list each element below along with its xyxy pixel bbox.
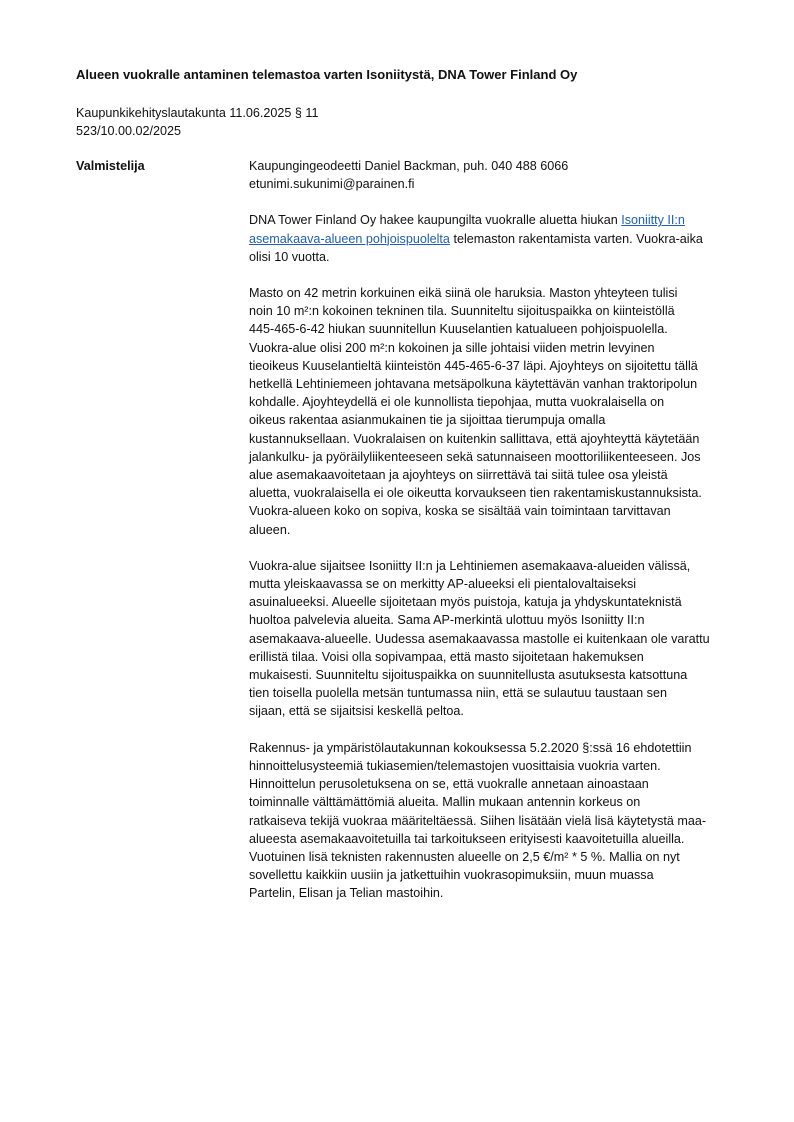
paragraph-line: oikeus rakentaa asianmukainen tie ja sijoittaa tierumpuja omalla (249, 413, 606, 428)
paragraph-line: alueesta asemakaavoitetuilla tai tarkoitukseen erityisesti kaavoitetuilla alueilla. (249, 831, 685, 846)
preparer-label: Valmistelija (76, 159, 145, 173)
paragraph-line: aluetta, vuokralaisella ei ole oikeutta korvaukseen tien rakentamiskustannuksista. (249, 486, 702, 501)
paragraph-line: asemakaava-alueelle. Uudessa asemakaavassa mastolle ei kuitenkaan ole varattu (249, 631, 710, 646)
paragraph-line: sovellettu kaikkiin uusiin ja jatkettuihin vuokrasopimuksiin, muun muassa (249, 868, 654, 883)
paragraph-line: alueen. (249, 522, 291, 537)
paragraph-line: hinnoittelusysteemiä tukiasemien/telemastojen vuosittaisia vuokria varten. (249, 758, 661, 773)
paragraph-line: Rakennus- ja ympäristölautakunnan kokouksessa 5.2.2020 §:ssä 16 ehdotettiin (249, 740, 692, 755)
paragraph-text: DNA Tower Finland Oy hakee kaupungilta vuokralle aluetta hiukan (249, 213, 622, 228)
paragraph-application (249, 211, 741, 266)
paragraph-line: 445-465-6-42 hiukan suunnitellun Kuuselantien katualueen pohjoispuolella. (249, 322, 668, 337)
paragraph-text: telemaston rakentamista varten. Vuokra-aika (449, 231, 703, 246)
paragraph-line: ratkaiseva tekijä vuokraa määriteltäessä. Siihen lisätään vielä lisä käytetystä maa- (249, 813, 707, 828)
paragraph-line: tien toisella puolella metsän tuntumassa niin, että se sulautuu taustaan sen (249, 686, 667, 701)
paragraph-line: hetkellä Lehtiniemeen johtavana metsäpolkuna käytettävän vanhan traktoripolun (249, 377, 698, 392)
paragraph-line: asuinalueeksi. Alueelle sijoitetaan myös puistoja, katuja ja yhdyskuntateknistä (249, 595, 682, 610)
paragraph-line: tieoikeus Kuuselantieltä kiinteistön 445-465-6-37 läpi. Ajoyhteys on sijoitettu tällä (249, 358, 698, 373)
paragraph-line: erillistä tilaa. Voisi olla sopivampaa, että masto sijoitetaan hakemuksen (249, 649, 644, 664)
paragraph-zoning (249, 557, 741, 721)
document-title: Alueen vuokralle antaminen telemastoa varten Isoniitystä, DNA Tower Finland Oy (76, 67, 578, 82)
preparer-info (249, 157, 741, 193)
document-body (249, 157, 741, 921)
paragraph-line: Vuokra-alue sijaitsee Isoniitty II:n ja Lehtiniemen asemakaava-alueiden välissä, (249, 558, 691, 573)
paragraph-line: Masto on 42 metrin korkuinen eikä siinä ole haruksia. Maston yhteyteen tulisi (249, 286, 678, 301)
paragraph-line: noin 10 m²:n kokoinen tekninen tila. Suunniteltu sijoituspaikka on kiinteistöllä (249, 304, 675, 319)
paragraph-line: Partelin, Elisan ja Telian mastoihin. (249, 886, 444, 901)
meeting-meta (76, 104, 319, 140)
paragraph-line: toiminnalle välttämättömiä alueita. Mallin mukaan antennin korkeus on (249, 795, 641, 810)
paragraph-line: Vuotuinen lisä teknisten rakennusten alueelle on 2,5 €/m² * 5 %. Mallia on nyt (249, 849, 680, 864)
paragraph-line: jalankulku- ja pyöräilyliikenteeseen sekä satunnaiseen moottoriliikenteeseen. Jos (249, 449, 701, 464)
paragraph-pricing (249, 739, 741, 903)
paragraph-line (249, 230, 741, 248)
paragraph-line: Vuokra-alue olisi 200 m²:n kokoinen ja sille johtaisi viiden metrin levyinen (249, 340, 655, 355)
paragraph-line: huoltoa palvelevia alueita. Sama AP-merkintä ulottuu myös Isoniitty II:n (249, 613, 645, 628)
meeting-reference: Kaupunkikehityslautakunta 11.06.2025 § 11 (76, 106, 319, 120)
paragraph-mast-details (249, 284, 741, 539)
paragraph-line (249, 211, 741, 229)
paragraph-line: olisi 10 vuotta. (249, 249, 330, 264)
preparer-email: etunimi.sukunimi@parainen.fi (249, 177, 415, 192)
case-number: 523/10.00.02/2025 (76, 124, 182, 138)
paragraph-line: kohdalle. Ajoyhteydellä ei ole kunnollista tiepohjaa, mutta vuokralaisella on (249, 395, 665, 410)
paragraph-line: Hinnoittelun perusoletuksena on se, että vuokralle annetaan ainoastaan (249, 777, 649, 792)
area-link[interactable]: Isoniitty II:n (621, 213, 685, 228)
paragraph-line: mukaisesti. Suunniteltu sijoituspaikka on suunnitellusta asutuksesta katsottuna (249, 668, 688, 683)
paragraph-line: mutta yleiskaavassa se on merkitty AP-alueeksi eli pientalovaltaiseksi (249, 577, 637, 592)
paragraph-line: Vuokra-alueen koko on sopiva, koska se sisältää vain toimintaan tarvittavan (249, 504, 671, 519)
paragraph-line: kustannuksellaan. Vuokralaisen on kuitenkin sallittava, että ajoyhteyttä käytetään (249, 431, 700, 446)
preparer-name: Kaupungingeodeetti Daniel Backman, puh. 040 488 6066 (249, 159, 569, 173)
paragraph-line: sijaan, että se sijaitsisi keskellä peltoa. (249, 704, 464, 719)
area-link-continued[interactable]: asemakaava-alueen pohjoispuolelta (249, 231, 450, 246)
paragraph-line: alue asemakaavoitetaan ja ajoyhteys on siirrettävä tai siitä tulee osa yleistä (249, 468, 668, 483)
